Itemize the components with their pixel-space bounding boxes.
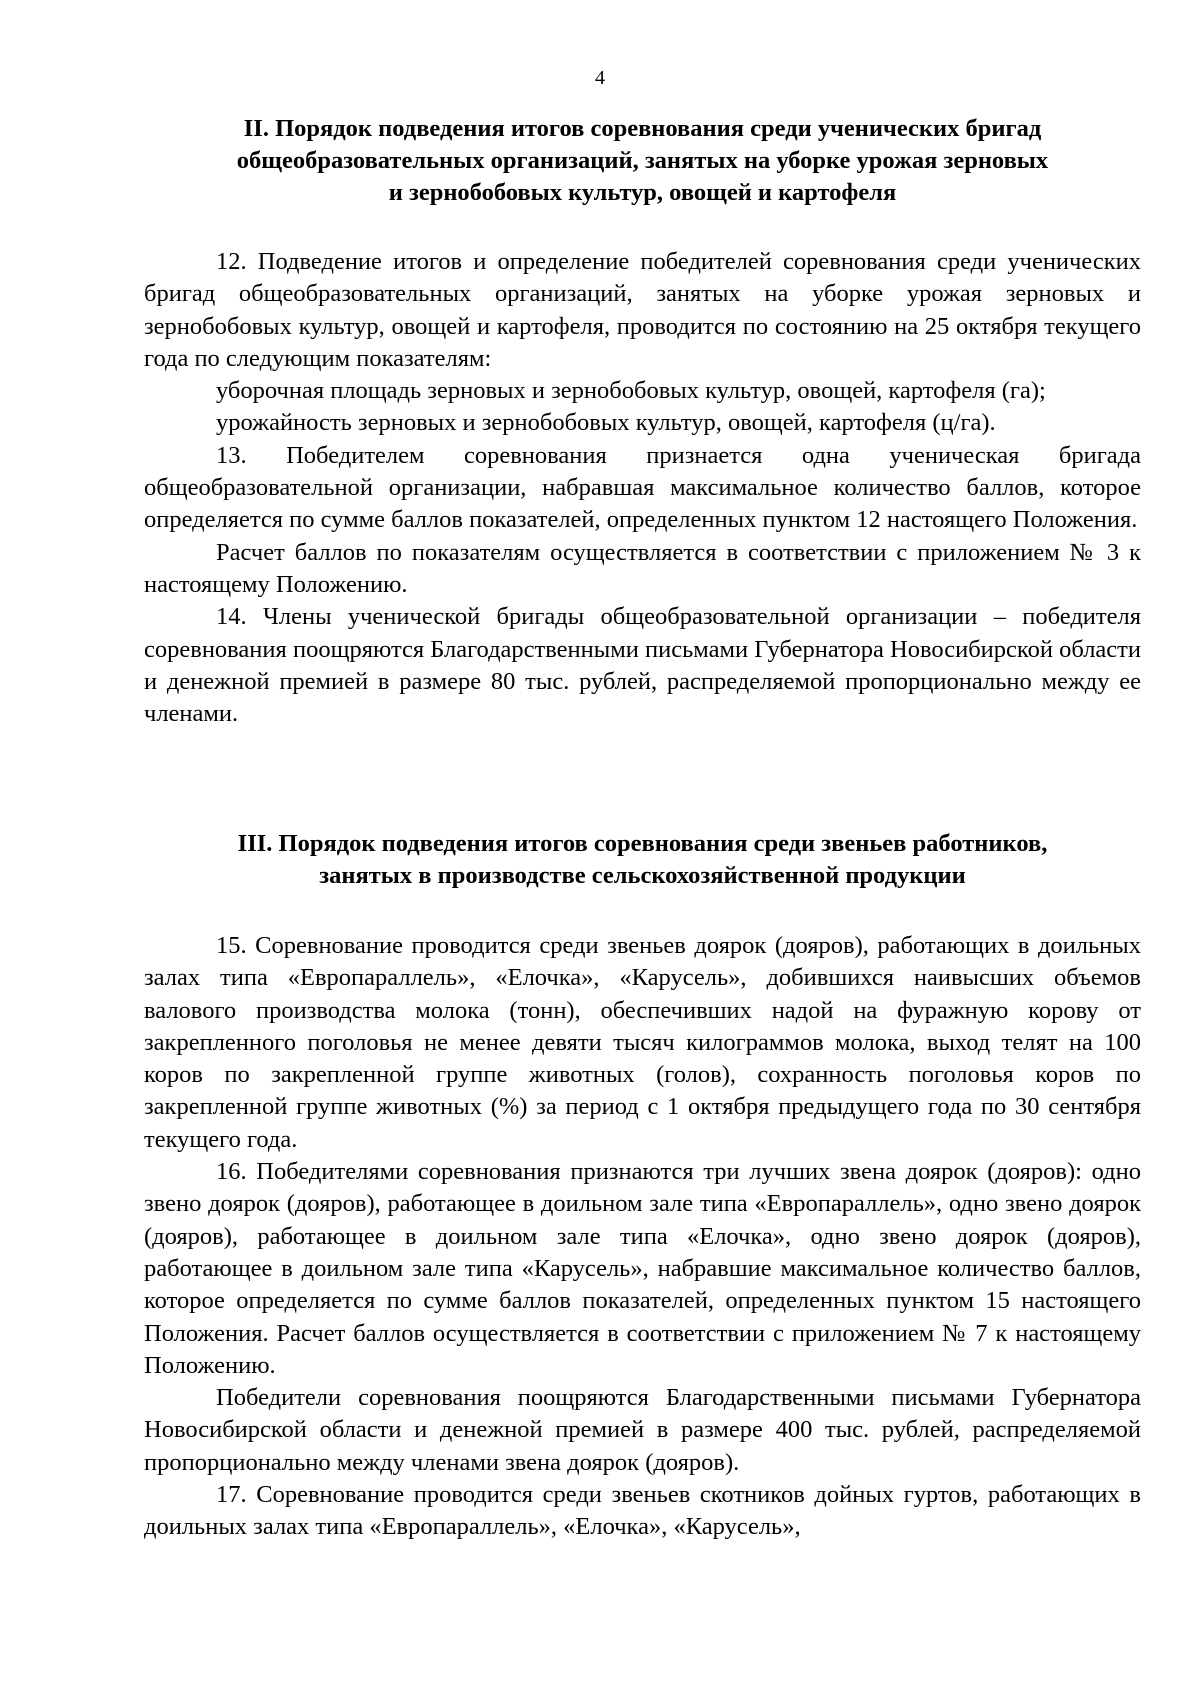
paragraph-12: 12. Подведение итогов и определение победителей соревнования среди ученических бригад общеобразовательных организаций, занятых на уборке урожая зерновых и зернобобовых культур, овощей и картофеля, проводится по состоянию на 25 октября текущего года по следующим показателям: [144,248,1141,372]
heading-line: общеобразовательных организаций, занятых на уборке урожая зерновых [236,147,1049,174]
section-3-body [144,930,1141,1544]
indicator-area: уборочная площадь зерновых и зернобобовых культур, овощей, картофеля (га); [216,377,1046,405]
heading-line: II. Порядок подведения итогов соревнования среди ученических бригад [243,115,1042,142]
paragraph-winners-reward: Победители соревнования поощряются Благодарственными письмами Губернатора Новосибирской области и денежной премией в размере 400 тыс. рублей, распределяемой пропорционально между членами звена доярок (дояров). [144,1384,1141,1476]
page-number: 4 [595,67,605,89]
section-2-body [144,246,1141,730]
paragraph-points-calculation: Расчет баллов по показателям осуществляется в соответствии с приложением № 3 к настоящему Положению. [144,538,1141,598]
section-2-heading [144,113,1141,209]
heading-line: III. Порядок подведения итогов соревнования среди звеньев работников, [237,830,1048,857]
paragraph-16: 16. Победителями соревнования признаются три лучших звена доярок (дояров): одно звено доярок (дояров), работающее в доильном зале типа «Европараллель», одно звено доярок (дояров), работающее в доильном зале типа «Елочка», одно звено доярок (дояров), работающее в доильном зале типа «Карусель», набравшие максимальное количество баллов, которое определяется по сумме баллов показателей, определенных пунктом 15 настоящего Положения. Расчет баллов осуществляется в соответствии с приложением № 7 к настоящему Положению. [144,1158,1141,1379]
heading-line: и зернобобовых культур, овощей и картофеля [388,179,897,206]
paragraph-13: 13. Победителем соревнования признается одна ученическая бригада общеобразовательной организации, набравшая максимальное количество баллов, которое определяется по сумме баллов показателей, определенных пунктом 12 настоящего Положения. [144,441,1141,534]
paragraph-17: 17. Соревнование проводится среди звеньев скотников дойных гуртов, работающих в доильных залах типа «Европараллель», «Елочка», «Карусель», [144,1481,1141,1541]
paragraph-14: 14. Члены ученической бригады общеобразовательной организации – победителя соревнования поощряются Благодарственными письмами Губернатора Новосибирской области и денежной премией в размере 80 тыс. рублей, распределяемой пропорционально между ее членами. [144,603,1141,728]
paragraph-15: 15. Соревнование проводится среди звеньев доярок (дояров), работающих в доильных залах типа «Европараллель», «Елочка», «Карусель», добившихся наивысших объемов валового производства молока (тонн), обеспечивших надой на фуражную корову от закрепленного поголовья не менее девяти тысяч килограммов молока, выход телят на 100 коров по закрепленной группе животных (голов), сохранность поголовья коров по закрепленной группе животных (%) за период с 1 октября предыдущего года по 30 сентября текущего года. [144,932,1141,1153]
heading-line: занятых в производстве сельскохозяйственной продукции [319,862,966,889]
section-3-heading [144,828,1141,892]
indicator-yield: урожайность зерновых и зернобобовых культур, овощей, картофеля (ц/га). [216,409,996,437]
